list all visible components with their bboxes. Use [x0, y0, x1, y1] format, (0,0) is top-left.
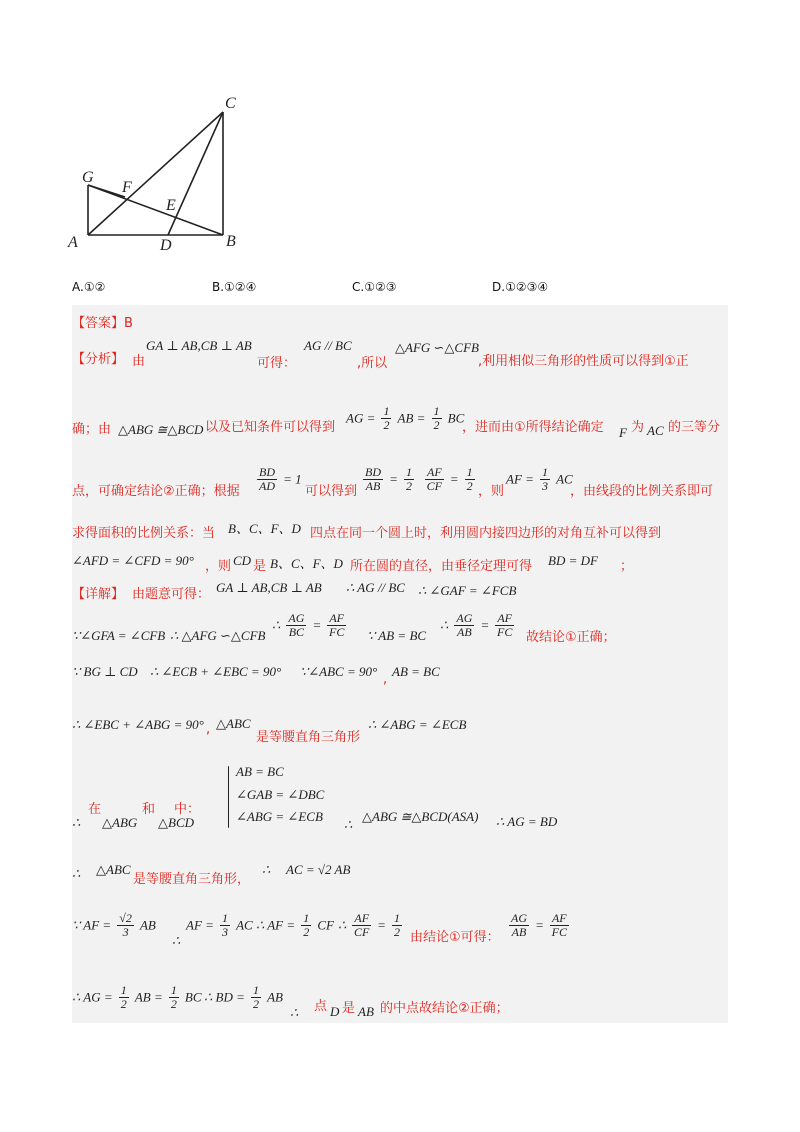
math-expr: ∠GAB = ∠DBC — [236, 787, 325, 802]
math-expr: ∵ AF = $\frac{√2}{3}$ AB — [72, 911, 156, 939]
math-expr: ∴ ∠GAF = ∠FCB — [418, 583, 517, 598]
analysis-text: 可得： — [257, 356, 297, 371]
choice-a: A.①② — [72, 280, 106, 294]
choice-c: C.①②③ — [352, 280, 397, 294]
math-expr: ∴ — [262, 862, 271, 877]
analysis-text: 为 — [631, 420, 645, 435]
detail-text: , — [383, 672, 388, 687]
math-expr: F — [619, 425, 627, 440]
analysis-text: ，由线段的比例关系即可 — [570, 484, 714, 499]
math-expr: ∴ AG // BC — [346, 580, 405, 595]
analysis-text: 可以得到 — [305, 484, 358, 499]
math-expr: ∴ — [290, 1005, 299, 1020]
math-expr: ∴ $\frac{AG}{BC}$ = $\frac{AF}{FC}$ — [272, 611, 345, 639]
detail-text: 的中点故结论②正确； — [380, 1001, 509, 1016]
math-expr: AF = $\frac{1}{3}$ AC — [506, 465, 573, 493]
math-expr: ∵∠ABC = 90° — [300, 664, 378, 679]
segment-DC — [168, 112, 223, 235]
analysis-text: ，则 — [205, 559, 232, 574]
math-expr: AB = BC — [236, 764, 284, 779]
detail-text: 在 — [88, 802, 102, 817]
math-expr: D — [330, 1004, 340, 1019]
math-expr: AC — [647, 423, 664, 438]
analysis-text: ，进而由①所得结论确定 — [462, 420, 604, 435]
analysis-text: 是 — [253, 559, 267, 574]
math-expr: ∴ — [172, 933, 181, 948]
math-expr: ∴ — [344, 817, 353, 832]
label-E: E — [166, 197, 176, 214]
math-expr: △ABC — [96, 862, 131, 877]
analysis-text: ,利用相似三角形的性质可以得到①正 — [478, 354, 689, 369]
detail-text: , — [206, 722, 211, 737]
math-expr: $\frac{AF}{CF}$ = $\frac{1}{2}$ — [426, 465, 473, 493]
segment-AC — [88, 112, 223, 235]
detail-text: 故结论①正确； — [526, 630, 616, 645]
math-expr: ∴ — [72, 815, 81, 830]
brace — [228, 766, 229, 828]
analysis-text: 以及已知条件可以得到 — [205, 420, 336, 435]
math-expr: BD = DF — [548, 553, 598, 568]
analysis-text: 由 — [132, 354, 146, 369]
math-expr: $\frac{BD}{AD}$ = 1 — [259, 465, 302, 493]
geometry-figure — [60, 90, 260, 264]
analysis-text: 的三等分 — [668, 420, 721, 435]
math-expr: △ABC — [216, 716, 251, 731]
triangle-diagram — [60, 90, 260, 260]
analysis-text: 确；由 — [72, 422, 112, 437]
analysis-text: 所在圆的直径，由垂径定理可得 — [350, 559, 533, 574]
math-expr: ∵∠GFA = ∠CFB — [72, 628, 166, 643]
label-F: F — [122, 179, 132, 196]
analysis-text: ； — [620, 559, 634, 574]
math-expr: ∵ AB = BC — [367, 628, 427, 643]
detail-text: 中： — [174, 802, 201, 817]
math-expr: ∠ABG = ∠ECB — [236, 809, 323, 824]
math-expr: ∴ ∠EBC + ∠ABG = 90° — [72, 717, 204, 732]
math-expr: △ABG ≅△BCD — [118, 422, 204, 437]
detail-tag: 【详解】 — [72, 587, 125, 602]
math-expr: △AFG ∽△CFB — [395, 340, 479, 355]
label-C: C — [225, 95, 236, 112]
analysis-text: 求得面积的比例关系：当 — [72, 526, 216, 541]
math-expr: ∴ AG = $\frac{1}{2}$ AB = $\frac{1}{2}$ BC — [72, 983, 202, 1011]
detail-text: 是等腰直角三角形 — [256, 730, 361, 745]
math-expr: ∵ BG ⊥ CD — [72, 664, 138, 679]
label-D: D — [160, 237, 172, 254]
choice-b: B.①②④ — [212, 280, 257, 294]
math-expr: ∴ $\frac{AF}{CF}$ = $\frac{1}{2}$ — [338, 911, 401, 939]
segment-GB — [88, 185, 223, 235]
label-B: B — [226, 233, 236, 250]
math-expr: ∴ $\frac{AG}{AB}$ = $\frac{AF}{FC}$ — [440, 611, 513, 639]
math-expr: AF = $\frac{1}{3}$ AC ∴ AF = $\frac{1}{2}$ CF — [186, 911, 334, 939]
math-expr: ∴ ∠ECB + ∠EBC = 90° — [150, 664, 282, 679]
math-expr: ∴ ∠ABG = ∠ECB — [368, 717, 467, 732]
math-expr: AG // BC — [304, 338, 352, 353]
segment-GF — [88, 185, 125, 197]
analysis-text: ,所以 — [357, 356, 388, 371]
detail-text: 是等腰直角三角形， — [133, 872, 251, 887]
label-A: A — [68, 234, 78, 251]
analysis-tag: 【分析】 — [72, 352, 125, 367]
math-expr: AB = BC — [392, 664, 440, 679]
detail-text: 点 — [314, 999, 328, 1014]
analysis-text: ，则 — [478, 484, 505, 499]
analysis-text: 点，可确定结论②正确；根据 — [72, 484, 240, 499]
math-expr: AC = √2 AB — [286, 862, 351, 877]
math-expr: GA ⊥ AB,CB ⊥ AB — [216, 580, 322, 595]
math-expr: △ABG — [102, 815, 138, 830]
math-expr: $\frac{AG}{AB}$ = $\frac{AF}{FC}$ — [511, 911, 567, 939]
detail-text: 是 — [342, 1001, 356, 1016]
math-expr: CD — [233, 553, 252, 568]
math-expr: $\frac{BD}{AB}$ = $\frac{1}{2}$ — [365, 465, 412, 493]
choice-d: D.①②③④ — [492, 280, 549, 294]
math-expr: ∴ — [72, 866, 81, 881]
math-expr: AB — [358, 1004, 374, 1019]
detail-text: 和 — [142, 802, 156, 817]
math-expr: △ABG ≅△BCD(ASA) — [362, 809, 479, 824]
math-expr: ∴ AG = BD — [496, 814, 558, 829]
analysis-text: 四点在同一个圆上时，利用圆内接四边形的对角互补可以得到 — [310, 526, 662, 541]
label-G: G — [82, 169, 94, 186]
math-expr: ∴ △AFG ∽△CFB — [170, 628, 266, 643]
math-expr: ∠AFD = ∠CFD = 90° — [72, 553, 194, 568]
detail-text: 由结论①可得： — [410, 930, 500, 945]
math-expr: B、C、F、D — [270, 556, 343, 571]
math-expr: GA ⊥ AB,CB ⊥ AB — [146, 338, 252, 353]
math-expr: AG = $\frac{1}{2}$ AB = $\frac{1}{2}$ BC — [346, 404, 465, 432]
detail-text: 由题意可得： — [132, 587, 211, 602]
math-expr: ∴ BD = $\frac{1}{2}$ AB — [204, 983, 283, 1011]
math-expr: △BCD — [158, 815, 194, 830]
answer-line: 【答案】B — [72, 316, 133, 331]
math-expr: B、C、F、D — [228, 521, 301, 536]
